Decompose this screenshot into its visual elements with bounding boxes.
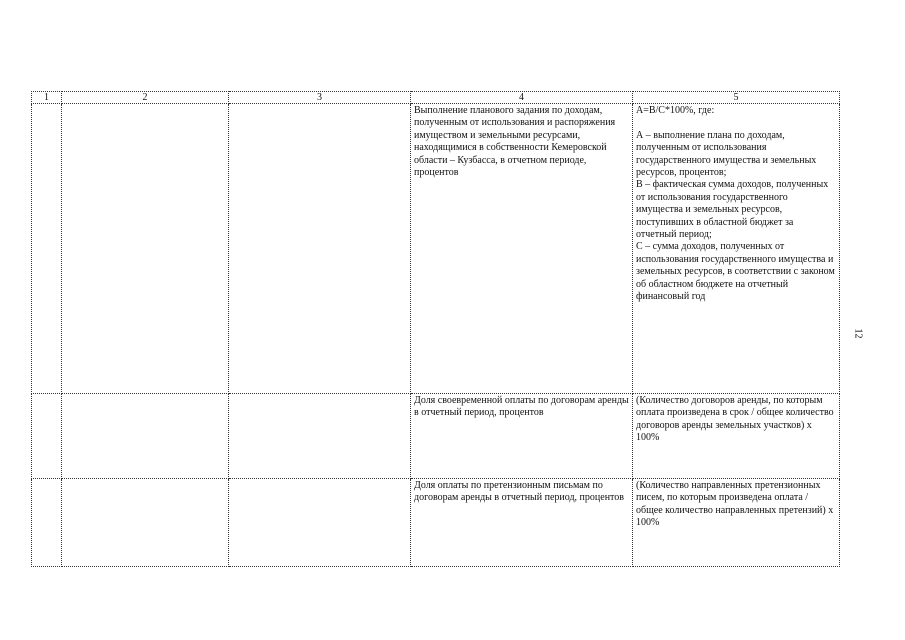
table-cell (32, 104, 62, 394)
table-cell (32, 479, 62, 567)
column-header-2: 2 (62, 92, 229, 104)
formula-cell: (Количество договоров аренды, по которым оплата произведена в срок / общее количество договоров аренды земельных участков) х 100% (633, 394, 840, 479)
table-row (32, 394, 840, 479)
column-header-5: 5 (633, 92, 840, 104)
table-cell (32, 394, 62, 479)
indicator-name-cell: Выполнение планового задания по доходам, полученным от использования и распоряжения имуществом и земельными ресурсами, находящимися в собственности Кемеровской области – Кузбасса, в отчетном периоде, процентов (411, 104, 633, 394)
indicators-table (31, 91, 840, 567)
table-cell (62, 479, 229, 567)
column-header-3: 3 (229, 92, 411, 104)
indicator-name-cell: Доля своевременной оплаты по договорам аренды в отчетный период, процентов (411, 394, 633, 479)
formula-cell: А=В/С*100%, где: А – выполнение плана по доходам, полученным от использования государственного имущества и земельных ресурсов, процентов; В – фактическая сумма доходов, полученных от использования государственного имущества и земельных ресурсов, поступивших в областной бюджет за отчетный период; С – сумма доходов, полученных от использования государственного имущества и земельных ресурсов, в соответствии с законом об областном бюджете на отчетный финансовый год (633, 104, 840, 394)
formula-cell: (Количество направленных претензионных писем, по которым произведена оплата / общее количество направленных претензий) х 100% (633, 479, 840, 567)
column-header-4: 4 (411, 92, 633, 104)
table-cell (229, 479, 411, 567)
indicator-name-cell: Доля оплаты по претензионным письмам по договорам аренды в отчетный период, процентов (411, 479, 633, 567)
table-cell (229, 394, 411, 479)
table-cell (229, 104, 411, 394)
column-header-1: 1 (32, 92, 62, 104)
table-row (32, 479, 840, 567)
table-row (32, 104, 840, 394)
table-header-row (32, 92, 840, 104)
table-cell (62, 394, 229, 479)
page-number: 12 (852, 328, 864, 339)
table-cell (62, 104, 229, 394)
